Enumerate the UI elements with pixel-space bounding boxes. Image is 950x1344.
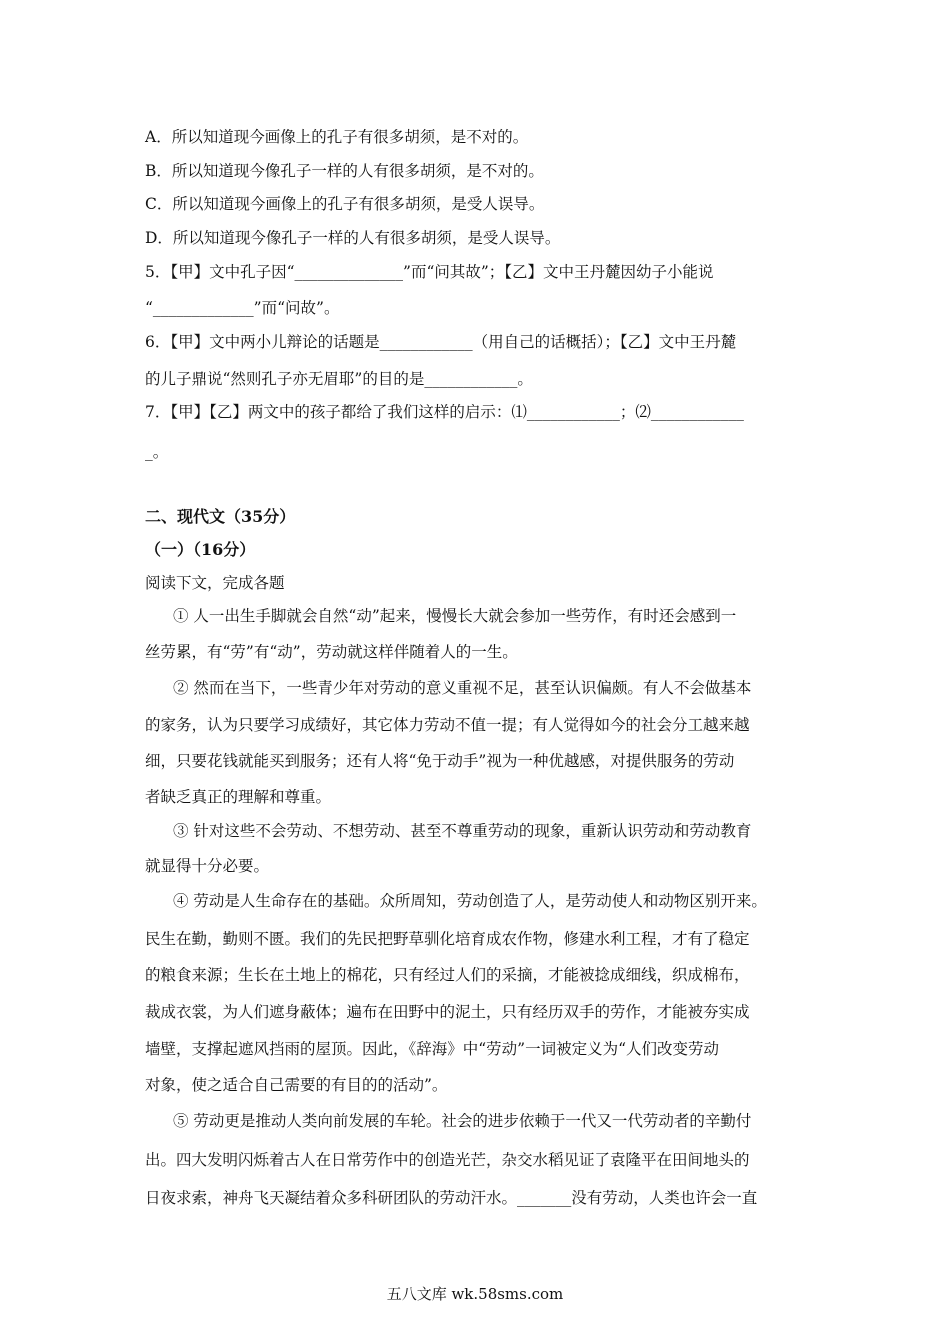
option-a: A．所以知道现今画像上的孔子有很多胡须，是不对的。 [145, 128, 529, 146]
paragraph-3-line-1: ③ 针对这些不会劳动、不想劳动、甚至不尊重劳动的现象，重新认识劳动和劳动教育 [173, 822, 752, 840]
section-subtitle: （一）（16分） [145, 540, 256, 559]
paragraph-1-line-2: 丝劳累，有“劳”有“动”，劳动就这样伴随着人的一生。 [145, 643, 518, 661]
paragraph-4-line-6: 对象，使之适合自己需要的有目的的活动”。 [145, 1076, 448, 1094]
question-7-line-1: 7．【甲】【乙】两文中的孩子都给了我们这样的启示：⑴____________；⑵____________ [145, 403, 744, 421]
paragraph-4-line-2: 民生在勤，勤则不匮。我们的先民把野草驯化培育成农作物，修建水利工程，才有了稳定 [145, 930, 750, 948]
paragraph-2-line-1: ② 然而在当下，一些青少年对劳动的意义重视不足，甚至认识偏颇。有人不会做基本 [173, 679, 752, 697]
paragraph-5-line-3: 日夜求索，神舟飞天凝结着众多科研团队的劳动汗水。_______没有劳动，人类也许会一直 [145, 1189, 758, 1207]
paragraph-2-line-2: 的家务，认为只要学习成绩好，其它体力劳动不值一提；有人觉得如今的社会分工越来越 [145, 716, 750, 734]
section-instruction: 阅读下文，完成各题 [145, 574, 285, 592]
question-6-line-1: 6．【甲】文中两小儿辩论的话题是____________（用自己的话概括）；【乙】文中王丹麓 [145, 333, 737, 351]
option-c: C．所以知道现今画像上的孔子有很多胡须，是受人误导。 [145, 195, 545, 213]
paragraph-3-line-2: 就显得十分必要。 [145, 857, 270, 875]
paragraph-1-line-1: ① 人一出生手脚就会自然“动”起来，慢慢长大就会参加一些劳作，有时还会感到一 [173, 607, 737, 625]
paragraph-2-line-4: 者缺乏真正的理解和尊重。 [145, 788, 332, 806]
question-6-line-2: 的儿子鼎说“然则孔子亦无眉耶”的目的是____________。 [145, 370, 533, 388]
option-b: B．所以知道现今像孔子一样的人有很多胡须，是不对的。 [145, 162, 544, 180]
question-7-line-2: _。 [145, 443, 169, 461]
paragraph-2-line-3: 细，只要花钱就能买到服务；还有人将“免于动手”视为一种优越感，对提供服务的劳动 [145, 752, 735, 770]
section-title: 二、现代文（35分） [145, 507, 296, 526]
paragraph-5-line-2: 出。四大发明闪烁着古人在日常劳作中的创造光芒，杂交水稻见证了袁隆平在田间地头的 [145, 1151, 750, 1169]
paragraph-4-line-4: 裁成衣裳，为人们遮身蔽体；遍布在田野中的泥土，只有经历双手的劳作，才能被夯实成 [145, 1003, 750, 1021]
paragraph-4-line-3: 的粮食来源；生长在土地上的棉花，只有经过人们的采摘，才能被捻成细线，织成棉布， [145, 966, 750, 984]
footer-watermark: 五八文库 wk.58sms.com [386, 1285, 564, 1303]
paragraph-4-line-1: ④ 劳动是人生命存在的基础。众所周知，劳动创造了人，是劳动使人和动物区别开来。 [173, 892, 767, 910]
question-5-line-2: “_____________”而“问故”。 [145, 299, 340, 317]
paragraph-4-line-5: 墙壁，支撑起遮风挡雨的屋顶。因此，《辞海》中“劳动”一词被定义为“人们改变劳动 [145, 1040, 720, 1058]
question-5-line-1: 5．【甲】文中孔子因“______________”而“问其故”；【乙】文中王丹麓因幼子小能说 [145, 263, 714, 281]
paragraph-5-line-1: ⑤ 劳动更是推动人类向前发展的车轮。社会的进步依赖于一代又一代劳动者的辛勤付 [173, 1112, 752, 1130]
option-d: D．所以知道现今像孔子一样的人有很多胡须，是受人误导。 [145, 229, 561, 247]
